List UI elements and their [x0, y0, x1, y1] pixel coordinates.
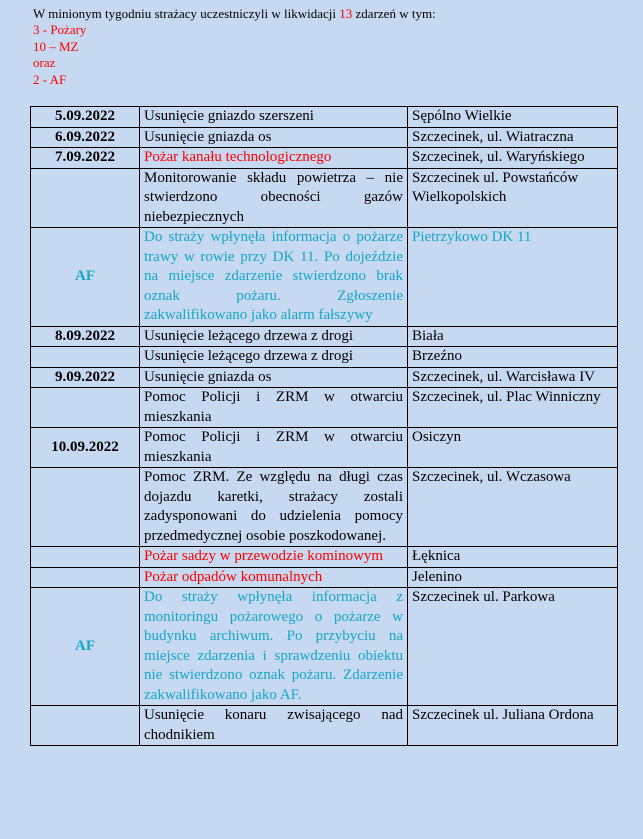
table-row: [31, 168, 618, 228]
row-location: Łęknica: [408, 547, 618, 568]
row-description: Usunięcie konaru zwisającego nad chodnikiem: [140, 706, 408, 746]
events-table: [30, 106, 618, 746]
table-row: [31, 347, 618, 368]
row-date: [31, 706, 140, 746]
af-count: 2 - AF: [33, 71, 67, 87]
table-row: [31, 428, 618, 468]
row-location: Szczecinek ul. Powstańców Wielkopolskich: [408, 168, 618, 228]
row-location: Szczecinek, ul. Warcisława IV: [408, 367, 618, 388]
row-date: 10.09.2022: [31, 428, 140, 468]
table-row: [31, 706, 618, 746]
mz-count: 10 – MZ: [33, 38, 79, 54]
row-description: Pożar odpadów komunalnych: [140, 567, 408, 588]
row-description: Pożar sadzy w przewodzie kominowym: [140, 547, 408, 568]
table-row: [31, 367, 618, 388]
row-description: Usunięcie gniazda os: [140, 127, 408, 148]
row-location: Jelenino: [408, 567, 618, 588]
and-text: oraz: [33, 55, 56, 71]
intro-summary: [33, 6, 436, 88]
intro-line1: [33, 6, 436, 22]
row-description: Usunięcie gniazda os: [140, 367, 408, 388]
row-description: Pomoc Policji i ZRM w otwarciu mieszkania: [140, 388, 408, 428]
table-row: [31, 127, 618, 148]
row-date: [31, 547, 140, 568]
table-row: [31, 567, 618, 588]
intro-prefix: W minionym tygodniu strażacy uczestniczyli w likwidacji: [33, 6, 337, 21]
row-location: Brzeźno: [408, 347, 618, 368]
row-description: Usunięcie leżącego drzewa z drogi: [140, 326, 408, 347]
row-location: Biała: [408, 326, 618, 347]
row-location: Szczecinek ul. Juliana Ordona: [408, 706, 618, 746]
table-row: [31, 468, 618, 547]
row-date: 6.09.2022: [31, 127, 140, 148]
fires-count: 3 - Pożary: [33, 22, 87, 38]
row-location: Szczecinek, ul. Wczasowa: [408, 468, 618, 547]
row-description: Do straży wpłynęła informacja o pożarze trawy w rowie przy DK 11. Po dojeździe na miejsce zdarzenie stwierdzono brak oznak pożaru. Zgłoszenie zakwalifikowano jako alarm fałszywy: [140, 228, 408, 327]
row-date: AF: [31, 228, 140, 327]
row-location: Osiczyn: [408, 428, 618, 468]
event-count: 13: [339, 6, 353, 21]
table-row: [31, 228, 618, 327]
row-description: Do straży wpłynęła informacja z monitoringu pożarowego o pożarze w budynku archiwum. Po przybyciu na miejsce zdarzenia i sprawdzeniu obiektu nie stwierdzono oznak pożaru. Zdarzenie zakwalifikowano jako AF.: [140, 588, 408, 706]
row-date: [31, 347, 140, 368]
row-location: Pietrzykowo DK 11: [408, 228, 618, 327]
table-row: [31, 388, 618, 428]
table-row: [31, 326, 618, 347]
table-row: [31, 107, 618, 128]
table-row: [31, 148, 618, 169]
row-description: Pomoc Policji i ZRM w otwarciu mieszkania: [140, 428, 408, 468]
row-description: Pomoc ZRM. Ze względu na długi czas dojazdu karetki, strażacy zostali zadysponowani do udzielenia pomocy przedmedycznej osobie poszkodowanej.: [140, 468, 408, 547]
row-date: [31, 388, 140, 428]
row-location: Szczecinek, ul. Wiatraczna: [408, 127, 618, 148]
row-date: 7.09.2022: [31, 148, 140, 169]
row-date: 9.09.2022: [31, 367, 140, 388]
row-location: Sępólno Wielkie: [408, 107, 618, 128]
row-location: Szczecinek ul. Parkowa: [408, 588, 618, 706]
row-description: Usunięcie leżącego drzewa z drogi: [140, 347, 408, 368]
row-location: Szczecinek, ul. Waryńskiego: [408, 148, 618, 169]
row-date: 5.09.2022: [31, 107, 140, 128]
row-date: AF: [31, 588, 140, 706]
row-date: [31, 168, 140, 228]
table-row: [31, 547, 618, 568]
row-description: Usunięcie gniazdo szerszeni: [140, 107, 408, 128]
row-date: 8.09.2022: [31, 326, 140, 347]
row-description: Pożar kanału technologicznego: [140, 148, 408, 169]
row-date: [31, 567, 140, 588]
row-date: [31, 468, 140, 547]
intro-suffix: zdarzeń w tym:: [355, 6, 436, 21]
row-location: Szczecinek, ul. Plac Winniczny: [408, 388, 618, 428]
row-description: Monitorowanie składu powietrza – nie stwierdzono obecności gazów niebezpiecznych: [140, 168, 408, 228]
table-row: [31, 588, 618, 706]
